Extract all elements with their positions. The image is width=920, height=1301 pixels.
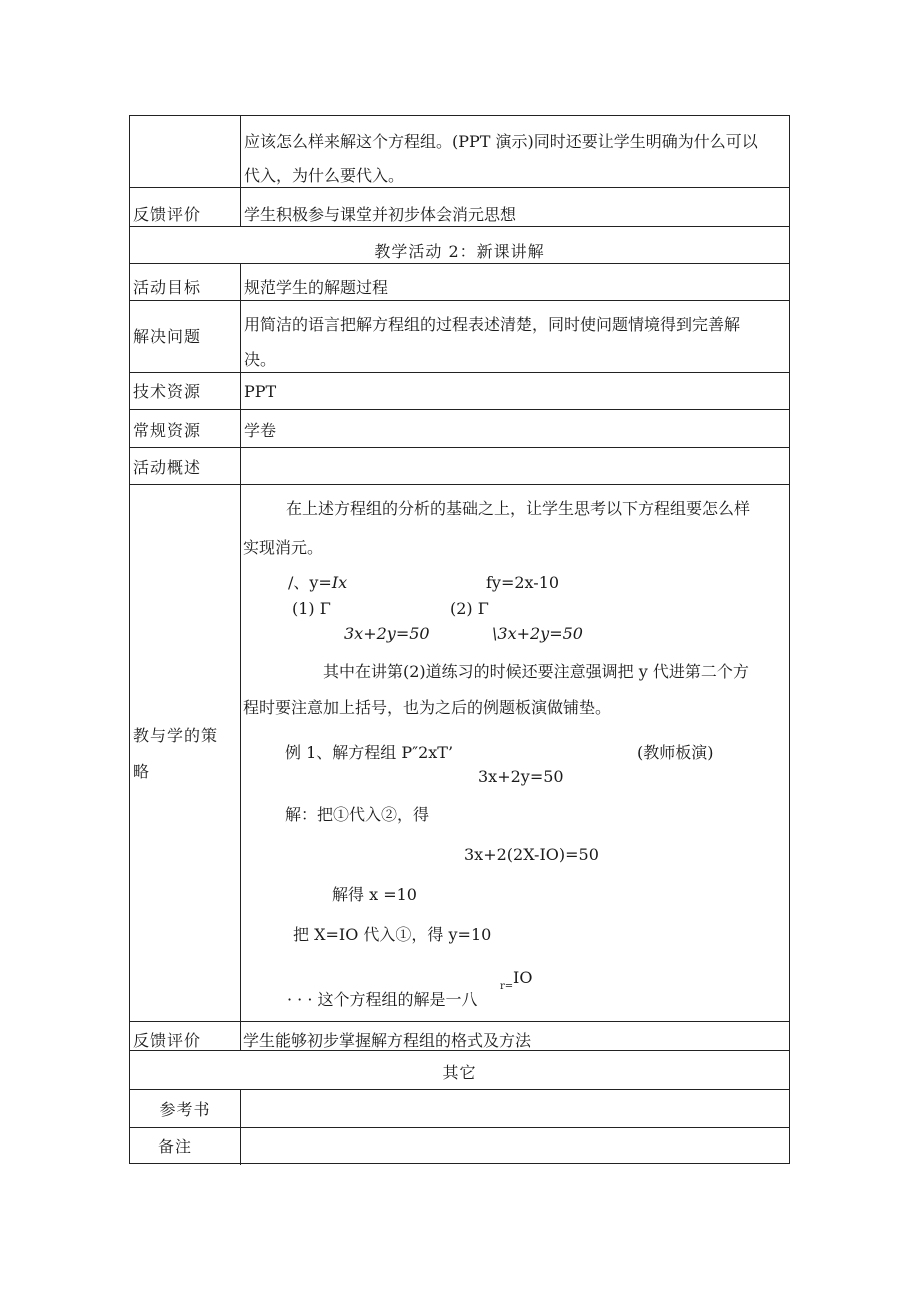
solution-intro: 解：把①代入②，得 <box>285 805 430 824</box>
strategy-p1-line1: 在上述方程组的分析的基础之上，让学生思考以下方程组要怎么样 <box>286 499 751 518</box>
problem-line1: 用简洁的语言把解方程组的过程表述清楚，同时使问题情境得到完善解 <box>244 315 741 334</box>
tech-label: 技术资源 <box>133 382 202 401</box>
feedback2-label: 反馈评价 <box>133 1031 202 1050</box>
strategy-p2-line2: 程时要注意加上括号，也为之后的例题板演做铺垫。 <box>243 698 612 717</box>
problem-line2: 决。 <box>244 350 277 369</box>
eq2-line-b: \3x+2y=50 <box>492 624 583 643</box>
eq1-line-a-var: Ix <box>331 573 348 592</box>
solution-io: IO <box>513 968 533 987</box>
feedback1-value: 学生积极参与课堂并初步体会消元思想 <box>244 205 517 224</box>
solution-small-mark: r= <box>500 981 514 992</box>
column-divider <box>240 263 241 1050</box>
row-divider <box>130 484 789 485</box>
top-text-line2: 代入，为什么要代入。 <box>244 166 405 185</box>
other-title: 其它 <box>442 1063 477 1082</box>
problem-label: 解决问题 <box>133 327 202 346</box>
row-divider <box>130 263 789 264</box>
feedback2-value: 学生能够初步掌握解方程组的格式及方法 <box>243 1031 532 1050</box>
example-eq2: 3x+2y=50 <box>478 767 564 786</box>
solution-equation: 3x+2(2X-IO)=50 <box>464 845 599 864</box>
row-divider <box>130 187 789 188</box>
example-title: 例 1、解方程组 P″2xT’ <box>285 743 454 762</box>
strategy-p2-line1: 其中在讲第(2)道练习的时候还要注意强调把 y 代进第二个方 <box>323 662 749 681</box>
eq2-line-a: fy=2x-10 <box>486 573 560 592</box>
eq1-number: (1) Γ <box>292 599 331 618</box>
goal-label: 活动目标 <box>133 278 202 297</box>
tech-value: PPT <box>244 382 277 401</box>
feedback1-label: 反馈评价 <box>133 205 202 224</box>
strategy-label-line2: 略 <box>133 762 150 781</box>
row-divider <box>130 300 789 301</box>
row-divider <box>130 1127 789 1128</box>
strategy-label-line1: 教与学的策 <box>133 726 219 745</box>
column-divider <box>240 1089 241 1165</box>
eq2-number: (2) Γ <box>450 599 489 618</box>
row-divider <box>130 372 789 373</box>
regular-label: 常规资源 <box>133 421 202 440</box>
example-note: (教师板演) <box>637 743 714 762</box>
reference-label: 参考书 <box>159 1100 211 1119</box>
eq1-line-a <box>288 573 347 593</box>
eq1-line-a-text: /、y= <box>288 573 332 592</box>
row-divider <box>130 1021 789 1022</box>
column-divider <box>240 116 241 226</box>
strategy-p1-line2: 实现消元。 <box>243 538 324 557</box>
row-divider <box>130 409 789 410</box>
solution-y: 把 X=IO 代入①，得 y=10 <box>293 925 492 944</box>
solution-final: · · · 这个方程组的解是一八 <box>287 990 478 1009</box>
notes-label: 备注 <box>157 1137 192 1156</box>
top-text-line1: 应该怎么样来解这个方程组。(PPT 演示)同时还要让学生明确为什么可以 <box>244 132 758 151</box>
eq1-line-b: 3x+2y=50 <box>344 624 430 643</box>
regular-value: 学卷 <box>244 421 277 440</box>
row-divider <box>130 1089 789 1090</box>
row-divider <box>130 226 789 227</box>
activity2-title: 教学活动 2：新课讲解 <box>374 242 545 261</box>
row-divider <box>130 447 789 448</box>
lesson-plan-table <box>129 115 790 1164</box>
overview-label: 活动概述 <box>133 458 202 477</box>
solution-x: 解得 x =10 <box>332 885 417 904</box>
goal-value: 规范学生的解题过程 <box>244 278 389 297</box>
